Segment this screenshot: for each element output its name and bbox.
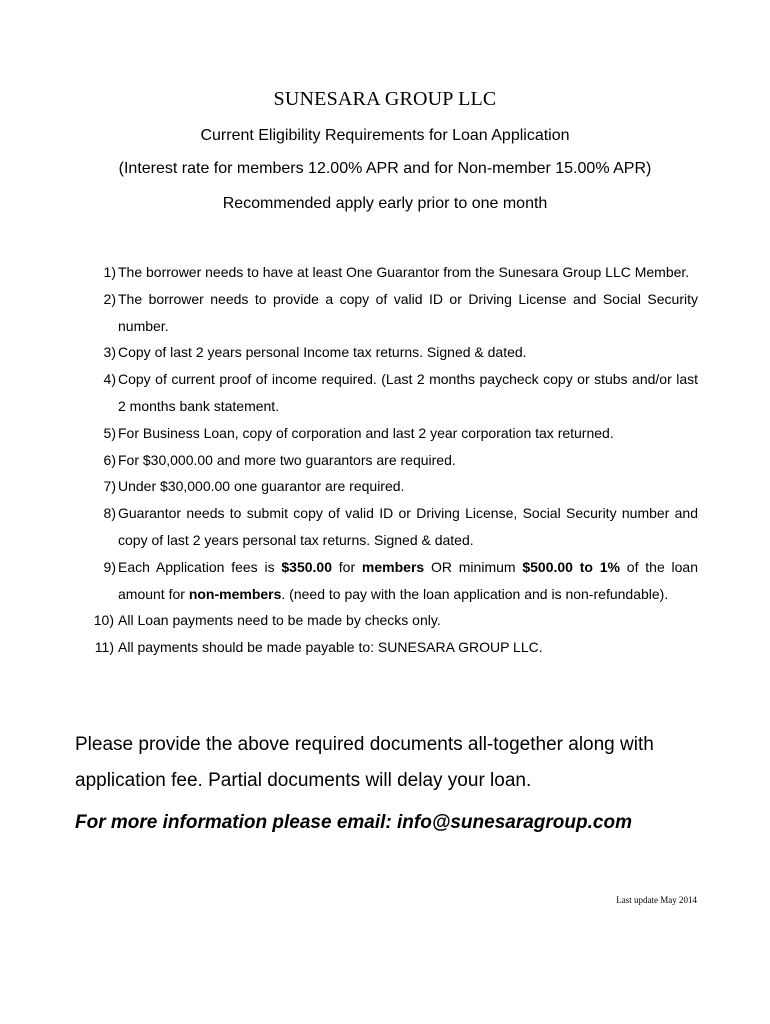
requirement-text: Copy of last 2 years personal Income tax returns. Signed & dated. (118, 344, 527, 361)
requirement-text: Under $30,000.00 one guarantor are required. (118, 478, 405, 495)
requirement-number: 10) (93, 612, 114, 629)
member-fee-amount: $350.00 (281, 558, 332, 575)
requirement-text: Copy of current proof of income required. (Last 2 months paycheck copy or stubs and/or last 2 months bank statement. (118, 371, 698, 414)
requirement-item (90, 259, 698, 286)
requirement-number: 4) (103, 371, 116, 388)
last-update-note: Last update May 2014 (616, 895, 697, 905)
contact-email-line: For more information please email: info@sunesaragroup.com (75, 812, 632, 833)
closing-notice: Please provide the above required documents all-together along with application fee. Partial documents will delay your loan. (75, 734, 654, 791)
requirement-item (90, 500, 698, 554)
requirement-item (90, 339, 698, 366)
fee-text: . (need to pay with the loan application and is non-refundable). (281, 585, 669, 602)
requirement-number: 7) (103, 478, 116, 495)
requirement-number: 1) (103, 264, 116, 280)
requirement-number: 8) (103, 505, 116, 522)
requirement-text (118, 554, 698, 608)
requirement-number: 2) (103, 290, 116, 307)
interest-rate-note: (Interest rate for members 12.00% APR and for Non-member 15.00% APR) (118, 160, 652, 177)
requirement-item (90, 607, 698, 634)
requirement-text: The borrower needs to have at least One Guarantor from the Sunesara Group LLC Member. (118, 264, 690, 280)
requirement-number: 5) (103, 424, 116, 441)
fee-text: OR minimum (424, 558, 523, 575)
requirement-text: All Loan payments need to be made by checks only. (118, 612, 441, 629)
requirement-number: 11) (94, 639, 114, 656)
requirement-item (90, 447, 698, 474)
requirement-item-fees (90, 554, 698, 608)
requirement-item (90, 366, 698, 420)
requirements-list (90, 259, 698, 661)
requirement-item (90, 634, 698, 661)
requirement-number: 6) (103, 451, 116, 468)
company-title: SUNESARA GROUP LLC (273, 88, 497, 110)
requirement-item (90, 420, 698, 447)
apply-early-note: Recommended apply early prior to one month (222, 195, 548, 212)
requirement-text: For $30,000.00 and more two guarantors are required. (118, 451, 456, 468)
requirement-number: 3) (103, 344, 116, 361)
requirement-text: For Business Loan, copy of corporation and last 2 year corporation tax returned. (118, 424, 614, 441)
non-member-fee-amount: $500.00 to 1% (522, 558, 621, 575)
requirement-item (90, 286, 698, 340)
non-members-label: non-members (188, 585, 282, 602)
requirement-item (90, 473, 698, 500)
fee-text: for (331, 558, 362, 575)
fee-text: Each Application fees is (118, 558, 282, 575)
requirement-text: All payments should be made payable to: SUNESARA GROUP LLC. (118, 639, 543, 656)
fee-text: of the loan amount for (118, 558, 699, 602)
document-subtitle: Current Eligibility Requirements for Loan Application (200, 127, 570, 144)
requirement-text: Guarantor needs to submit copy of valid ID or Driving License, Social Security number and copy of last 2 years personal tax returns. Signed & dated. (118, 505, 698, 548)
members-label: members (361, 558, 425, 575)
requirement-number: 9) (103, 558, 116, 575)
requirement-text: The borrower needs to provide a copy of valid ID or Driving License and Social Security number. (118, 290, 698, 334)
